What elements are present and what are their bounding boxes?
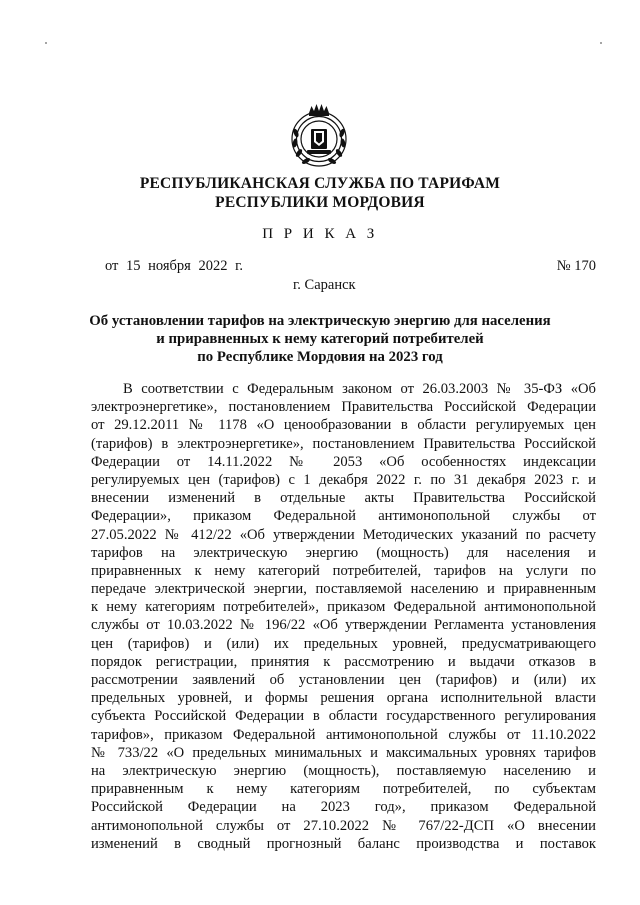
mordovia-coat-of-arms-icon bbox=[287, 103, 351, 171]
body-line: внесении изменений в отдельные акты Правительства Российской bbox=[91, 490, 596, 507]
body-line: № 733/22 «О предельных минимальных и максимальных уровнях тарифов bbox=[91, 744, 596, 761]
body-line: регулируемых цен (тарифов) с 1 декабря 2022 г. по 31 декабря 2023 г. и bbox=[91, 471, 596, 488]
body-line: приравненным к нему категориям потребителей, по субъектам bbox=[91, 781, 596, 798]
body-line: антимонопольной службы от 27.10.2022 № 767/22-ДСП «О внесении bbox=[91, 817, 596, 834]
body-line: Федерации от 14.11.2022 № 2053 «Об особенностях индексации bbox=[91, 453, 596, 470]
organization-name-line-1: РЕСПУБЛИКАНСКАЯ СЛУЖБА ПО ТАРИФАМ bbox=[139, 175, 501, 192]
body-line: (тарифов) в электроэнергетике», постановлением Правительства Российской bbox=[91, 435, 596, 452]
body-line: рассмотрении заявлений об установлении цен (тарифов) и (или) их bbox=[91, 672, 596, 688]
body-line: субъекта Российской Федерации в области государственного регулирования bbox=[91, 708, 596, 725]
body-line: приравненных к нему категорий потребителей, тарифов на услуги по bbox=[91, 562, 596, 579]
body-line: службы от 10.03.2022 № 196/22 «Об утверждении Регламента установления bbox=[91, 617, 596, 634]
body-line: 27.05.2022 № 412/22 «Об утверждении Методических указаний по расчету bbox=[91, 526, 596, 543]
organization-name-line-2: РЕСПУБЛИКИ МОРДОВИЯ bbox=[215, 194, 425, 211]
body-line: изменений в сводный прогнозный баланс производства и поставок bbox=[91, 835, 596, 852]
order-city: г. Саранск bbox=[293, 277, 356, 293]
body-line: электроэнергетике», постановлением Правительства Российской Федерации bbox=[91, 399, 596, 416]
scan-speck bbox=[600, 42, 602, 44]
body-line: тарифов на электрическую энергию (мощность) для населения и bbox=[91, 544, 596, 561]
body-line: на электрическую энергию (мощность), поставляемую населению и bbox=[91, 762, 596, 779]
body-line: порядок регистрации, принятия к рассмотрению и выдачи отказов в bbox=[91, 653, 596, 670]
document-type-title: П Р И К А З bbox=[262, 226, 378, 242]
body-line: от 29.12.2011 № 1178 «О ценообразовании в области регулируемых цен bbox=[91, 417, 596, 434]
subject-line-1: Об установлении тарифов на электрическую энергию для населения bbox=[89, 313, 551, 329]
body-line: Федерации», приказом Федеральной антимонопольной службы от bbox=[91, 508, 596, 525]
body-line: к нему категориям потребителей», приказом Федеральной антимонопольной bbox=[91, 599, 596, 616]
body-line: передаче электрической энергии, поставляемой населению и приравненным bbox=[91, 581, 596, 598]
order-date: от 15 ноября 2022 г. bbox=[105, 258, 244, 274]
body-line: Российской Федерации на 2023 год», приказом Федеральной bbox=[91, 799, 596, 816]
body-line: В соответствии с Федеральным законом от 26.03.2003 № 35-ФЗ «Об bbox=[123, 381, 596, 397]
scan-speck bbox=[45, 42, 47, 44]
subject-line-2: и приравненных к нему категорий потребителей bbox=[156, 331, 484, 347]
order-body bbox=[91, 380, 596, 853]
body-line: цен (тарифов) и (или) их предельных уровней, предусматривающего bbox=[91, 635, 596, 652]
subject-line-3: по Республике Мордовия на 2023 год bbox=[197, 349, 443, 365]
body-line: тарифов», приказом Федеральной антимонопольной службы от 11.10.2022 bbox=[91, 726, 596, 743]
order-number: № 170 bbox=[556, 258, 596, 274]
body-line: предельных уровней, и формы решения органа исполнительной власти bbox=[91, 690, 596, 707]
